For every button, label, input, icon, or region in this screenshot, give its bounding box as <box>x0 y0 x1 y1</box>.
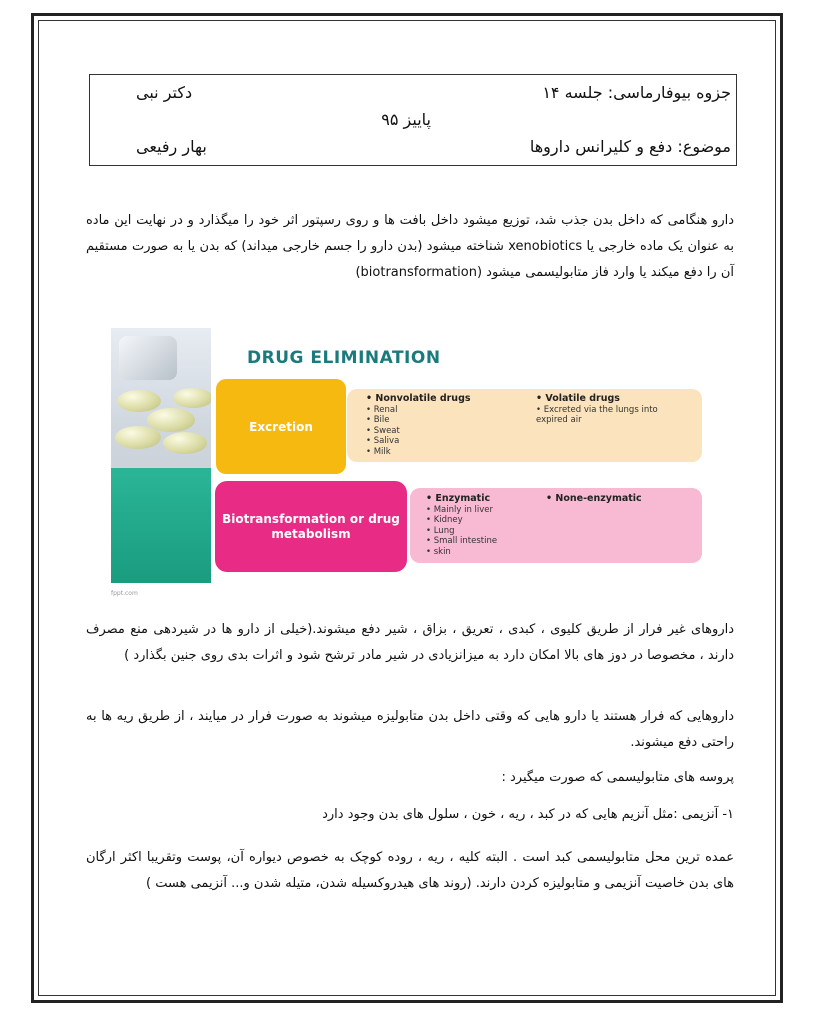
term-biotransformation: (biotransformation) <box>355 265 483 280</box>
drug-elimination-slide <box>111 328 724 600</box>
term-xenobiotics: xenobiotics <box>508 239 583 254</box>
biotransformation-label: Biotransformation or drug metabolism <box>215 481 407 572</box>
list-item: • Bile <box>366 415 471 426</box>
list-item: • Milk <box>366 447 471 458</box>
volatile-column <box>536 394 686 426</box>
list-item: • Lung <box>426 526 497 537</box>
list-item: • Small intestine <box>426 536 497 547</box>
paragraph-nonvolatile: داروهای غیر فرار از طریق کلیوی ، کبدی ، تعریق ، بزاق ، شیر دفع میشوند.(خیلی از دارو ها در شیردهی منع مصرف دارند ، مخصوصا در دوز های بالا امکان دارد به میزانزیادی در شیر مادر ترشح شود و اثرات بدی روی جنین بگذارد ) <box>86 622 734 663</box>
paragraph-processes: پروسه های متابولیسمی که صورت میگیرد : <box>501 770 734 785</box>
intro-text-a: دارو هنگامی که داخل بدن جذب شد، توزیع میشود داخل بافت ها و روی رسپتور اثر خود را میگذارد و در نهایت این ماده به عنوان یک ماده خارجی یا <box>86 213 735 254</box>
list-item: • Renal <box>366 405 471 416</box>
nonvolatile-column <box>366 394 471 457</box>
nonenzymatic-column <box>546 494 642 505</box>
enzymatic-heading: • Enzymatic <box>426 493 491 504</box>
pills-photo <box>111 328 211 583</box>
slide-title: DRUG ELIMINATION <box>247 348 441 368</box>
pill <box>117 390 161 412</box>
volatile-heading: • Volatile drugs <box>536 393 620 404</box>
subject: موضوع: دفع و کلیرانس داروها <box>529 137 731 156</box>
pill <box>173 388 211 408</box>
list-item: • Mainly in liver <box>426 505 497 516</box>
list-item: • Sweat <box>366 426 471 437</box>
excretion-label: Excretion <box>216 379 346 474</box>
pill <box>115 426 161 449</box>
enzymatic-column <box>426 494 497 557</box>
teal-block <box>111 468 211 583</box>
nonenzymatic-heading: • None-enzymatic <box>546 493 642 504</box>
list-item: • Excreted via the lungs into expired air <box>536 405 686 426</box>
paragraph-volatile: داروهایی که فرار هستند یا دارو هایی که وقتی داخل بدن متابولیزه میشوند به صورت فرار در میایند ، از طریق ریه ها به راحتی دفع میشوند. <box>86 709 734 750</box>
list-item: • Kidney <box>426 515 497 526</box>
paragraph-intro <box>86 208 734 286</box>
handout-title: جزوه بیوفارماسی: جلسه ۱۴ <box>542 83 731 102</box>
paragraph-liver: عمده ترین محل متابولیسمی کبد است . البته کلیه ، ریه ، روده کوچک به خصوص دیواره آن، پوست وتقریبا اکثر ارگان های بدن خاصیت آنزیمی و متابولیزه کردن دارند. (روند های هیدروکسیله شدن، متیله شدن و... آنزیمی هست ) <box>86 850 734 891</box>
slide-credit: fppt.com <box>111 590 138 597</box>
pill <box>163 432 207 454</box>
semester: پاییز ۹۵ <box>381 110 431 129</box>
blister-pack <box>119 336 177 380</box>
intro-text-b: شناخته میشود (بدن دارو را جسم خارجی میداند) که بدن یا به صورت مستقیم آن را دفع میکند یا وارد فاز متابولیسمی میشود <box>86 239 734 280</box>
paragraph-enzymatic: ۱- آنزیمی :مثل آنزیم هایی که در کبد ، ریه ، خون ، سلول های بدن وجود دارد <box>322 807 734 822</box>
lecturer-name: دکتر نبی <box>136 83 193 102</box>
list-item: • Saliva <box>366 436 471 447</box>
author-name: بهار رفیعی <box>136 137 207 156</box>
header-box <box>89 74 737 166</box>
list-item: • skin <box>426 547 497 558</box>
nonvolatile-heading: • Nonvolatile drugs <box>366 393 471 404</box>
